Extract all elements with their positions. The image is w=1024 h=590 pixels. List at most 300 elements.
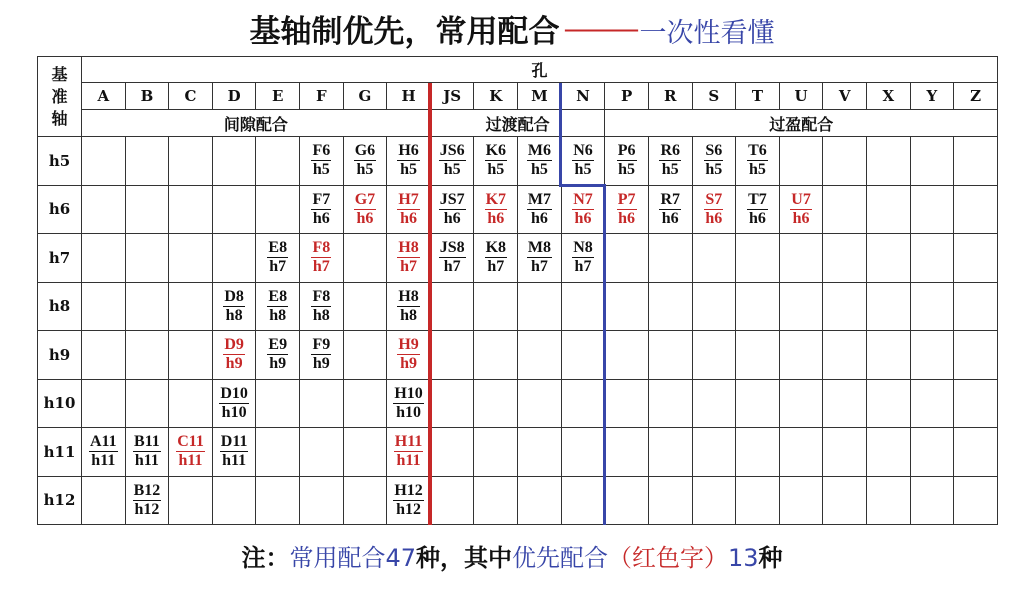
common-fit xyxy=(572,239,594,276)
table-cell xyxy=(910,476,954,525)
column-header-d: D xyxy=(212,83,256,110)
hole-tolerance: JS8 xyxy=(439,239,465,257)
common-fit xyxy=(311,288,331,325)
common-fit xyxy=(89,433,118,470)
hole-tolerance: H8 xyxy=(398,239,419,257)
table-cell xyxy=(343,379,387,428)
table-cell xyxy=(343,428,387,477)
fit-cell-k6-h5 xyxy=(474,137,518,186)
shaft-tolerance: h6 xyxy=(530,209,548,227)
shaft-tolerance: h8 xyxy=(400,306,418,324)
column-header-u: U xyxy=(779,83,823,110)
table-cell xyxy=(692,234,736,283)
shaft-tolerance: h6 xyxy=(792,209,810,227)
note-unit-2: 种 xyxy=(758,544,783,572)
hole-tolerance: H10 xyxy=(394,384,423,402)
table-cell xyxy=(823,234,867,283)
table-row xyxy=(38,476,998,525)
column-header-k: K xyxy=(474,83,518,110)
table-cell xyxy=(823,428,867,477)
hole-tolerance: K6 xyxy=(485,142,507,160)
table-cell xyxy=(518,476,562,525)
table-cell xyxy=(169,234,213,283)
table-cell xyxy=(561,428,605,477)
fit-cell-m6-h5 xyxy=(518,137,562,186)
fit-cell-h10-h10 xyxy=(387,379,431,428)
table-cell xyxy=(82,476,126,525)
hole-tolerance: G7 xyxy=(354,190,376,208)
fit-cell-e8-h7 xyxy=(256,234,300,283)
table-cell xyxy=(518,379,562,428)
common-fit xyxy=(223,288,245,325)
table-row xyxy=(38,331,998,380)
hole-tolerance: A11 xyxy=(89,433,117,451)
hole-tolerance: H9 xyxy=(398,336,419,354)
hole-tolerance: E8 xyxy=(268,239,288,257)
hole-tolerance: N6 xyxy=(573,142,593,160)
shaft-tolerance: h5 xyxy=(661,161,679,179)
table-cell xyxy=(866,379,910,428)
fit-cell-m8-h7 xyxy=(518,234,562,283)
table-cell xyxy=(648,282,692,331)
common-fit xyxy=(133,433,161,470)
table-cell xyxy=(954,379,998,428)
column-header-g: G xyxy=(343,83,387,110)
shaft-tolerance: h11 xyxy=(222,452,247,470)
fit-cell-g7-h6 xyxy=(343,185,387,234)
table-cell xyxy=(910,379,954,428)
transition-boundary-lower xyxy=(603,184,606,525)
column-header-f: F xyxy=(300,83,344,110)
table-cell xyxy=(910,185,954,234)
note-preferred-prefix: 优先配合 xyxy=(512,544,608,572)
table-cell xyxy=(343,282,387,331)
table-cell xyxy=(474,379,518,428)
table-cell xyxy=(430,331,474,380)
hole-tolerance: B11 xyxy=(134,433,160,451)
fit-cell-n7-h6 xyxy=(561,185,605,234)
table-cell xyxy=(954,185,998,234)
common-fit xyxy=(527,239,552,276)
header-row-hole xyxy=(38,57,998,83)
shaft-tolerance: h7 xyxy=(574,258,592,276)
common-fit xyxy=(267,239,288,276)
hole-tolerance: JS7 xyxy=(439,190,465,208)
table-cell xyxy=(518,428,562,477)
fit-cell-a11-h11 xyxy=(82,428,126,477)
fit-cell-f9-h9 xyxy=(300,331,344,380)
shaft-tolerance: h5 xyxy=(618,161,636,179)
table-cell xyxy=(866,282,910,331)
hole-header: 孔 xyxy=(82,57,998,83)
shaft-tolerance: h6 xyxy=(748,209,766,227)
fit-cell-js8-h7 xyxy=(430,234,474,283)
row-header-h7: h7 xyxy=(38,234,82,283)
shaft-tolerance: h5 xyxy=(530,161,548,179)
shaft-tolerance: h5 xyxy=(312,161,330,179)
table-cell xyxy=(561,331,605,380)
shaft-tolerance: h5 xyxy=(400,161,418,179)
table-cell xyxy=(823,185,867,234)
fit-cell-f6-h5 xyxy=(300,137,344,186)
fit-cell-h6-h5 xyxy=(387,137,431,186)
table-cell xyxy=(866,331,910,380)
table-cell xyxy=(430,282,474,331)
column-header-p: P xyxy=(605,83,649,110)
table-cell xyxy=(605,234,649,283)
preferred-fit xyxy=(397,239,419,276)
basis-header: 基 准 轴 xyxy=(38,57,82,137)
common-fit xyxy=(397,288,419,325)
table-cell xyxy=(954,282,998,331)
shaft-tolerance: h6 xyxy=(356,209,374,227)
common-fit xyxy=(659,191,681,228)
common-fit xyxy=(527,191,552,228)
preferred-fit xyxy=(176,433,205,470)
table-cell xyxy=(300,476,344,525)
table-cell xyxy=(736,476,780,525)
fit-cell-c11-h11 xyxy=(169,428,213,477)
fit-cell-r6-h5 xyxy=(648,137,692,186)
fit-cell-t7-h6 xyxy=(736,185,780,234)
hole-tolerance: K7 xyxy=(485,190,507,208)
preferred-fit xyxy=(704,191,723,228)
group-transition-fit: 过渡配合 xyxy=(430,110,604,137)
fit-cell-h11-h11 xyxy=(387,428,431,477)
shaft-tolerance: h6 xyxy=(443,209,461,227)
fit-cell-h8-h7 xyxy=(387,234,431,283)
table-cell xyxy=(692,331,736,380)
hole-tolerance: D11 xyxy=(220,433,248,451)
common-fit xyxy=(485,142,507,179)
shaft-tolerance: h6 xyxy=(400,209,418,227)
row-header-h11: h11 xyxy=(38,428,82,477)
column-header-c: C xyxy=(169,83,213,110)
common-fit xyxy=(747,191,768,228)
table-cell xyxy=(125,379,169,428)
table-cell xyxy=(474,476,518,525)
note-preferred-paren: （红色字） xyxy=(608,544,728,572)
table-row xyxy=(38,185,998,234)
hole-tolerance: F8 xyxy=(312,239,331,257)
shaft-tolerance: h11 xyxy=(134,452,159,470)
fit-cell-g6-h5 xyxy=(343,137,387,186)
title-subtitle: 一次性看懂 xyxy=(639,18,775,49)
header-row-columns xyxy=(38,83,998,110)
preferred-fit xyxy=(394,433,424,470)
title-dash: ——— xyxy=(563,12,636,45)
hole-tolerance: H8 xyxy=(398,287,419,305)
table-cell xyxy=(474,428,518,477)
table-cell xyxy=(779,379,823,428)
table-cell xyxy=(169,185,213,234)
fit-cell-js7-h6 xyxy=(430,185,474,234)
hole-tolerance: T7 xyxy=(748,190,767,208)
common-fit xyxy=(439,142,466,179)
shaft-tolerance: h9 xyxy=(400,355,418,373)
preferred-fit xyxy=(311,239,331,276)
row-header-h9: h9 xyxy=(38,331,82,380)
shaft-tolerance: h5 xyxy=(748,161,766,179)
table-cell xyxy=(954,137,998,186)
table-cell xyxy=(866,185,910,234)
table-cell xyxy=(125,185,169,234)
fit-cell-k7-h6 xyxy=(474,185,518,234)
table-cell xyxy=(212,137,256,186)
table-cell xyxy=(779,234,823,283)
table-cell xyxy=(866,476,910,525)
common-fit xyxy=(311,336,331,373)
table-cell xyxy=(169,379,213,428)
common-fit xyxy=(354,142,376,179)
table-cell xyxy=(779,331,823,380)
hole-tolerance: S6 xyxy=(705,142,723,160)
shaft-tolerance: h7 xyxy=(443,258,461,276)
hole-tolerance: H11 xyxy=(394,433,423,451)
hole-tolerance: JS6 xyxy=(439,142,465,160)
shaft-tolerance: h7 xyxy=(312,258,330,276)
table-cell xyxy=(954,476,998,525)
table-cell xyxy=(82,331,126,380)
shaft-tolerance: h7 xyxy=(487,258,505,276)
table-cell xyxy=(736,282,780,331)
preferred-fit xyxy=(397,191,419,228)
table-cell xyxy=(910,137,954,186)
table-cell xyxy=(256,428,300,477)
fit-cell-d10-h10 xyxy=(212,379,256,428)
table-cell xyxy=(82,282,126,331)
hole-tolerance: F6 xyxy=(312,142,331,160)
page-title xyxy=(0,0,1024,58)
fit-cell-e9-h9 xyxy=(256,331,300,380)
preferred-fit xyxy=(223,336,245,373)
clearance-transition-divider xyxy=(428,83,432,526)
common-fit xyxy=(397,142,419,179)
fit-cell-p7-h6 xyxy=(605,185,649,234)
row-header-h12: h12 xyxy=(38,476,82,525)
table-cell xyxy=(866,428,910,477)
fit-cell-h12-h12 xyxy=(387,476,431,525)
column-header-v: V xyxy=(823,83,867,110)
table-cell xyxy=(910,234,954,283)
hole-tolerance: P6 xyxy=(617,142,636,160)
hole-tolerance: C11 xyxy=(177,433,204,451)
table-cell xyxy=(343,476,387,525)
table-cell xyxy=(779,282,823,331)
fit-cell-b12-h12 xyxy=(125,476,169,525)
table-cell xyxy=(561,379,605,428)
shaft-tolerance: h6 xyxy=(487,209,505,227)
table-cell xyxy=(736,379,780,428)
hole-tolerance: T6 xyxy=(748,142,767,160)
preferred-fit xyxy=(397,336,419,373)
common-fit xyxy=(267,288,288,325)
fit-cell-js6-h5 xyxy=(430,137,474,186)
table-cell xyxy=(605,331,649,380)
table-cell xyxy=(169,282,213,331)
shaft-tolerance: h8 xyxy=(312,306,330,324)
table-cell xyxy=(954,234,998,283)
header-row-groups xyxy=(38,110,998,137)
shaft-tolerance: h6 xyxy=(312,209,330,227)
table-cell xyxy=(169,137,213,186)
hole-tolerance: H12 xyxy=(394,481,423,499)
hole-tolerance: R6 xyxy=(660,142,680,160)
common-fit xyxy=(439,191,466,228)
hole-tolerance: G6 xyxy=(354,142,376,160)
group-interference-fit: 过盈配合 xyxy=(605,110,998,137)
preferred-fit xyxy=(354,191,376,228)
table-cell xyxy=(692,282,736,331)
column-header-n: N xyxy=(561,83,605,110)
shaft-tolerance: h12 xyxy=(396,500,422,518)
table-cell xyxy=(736,331,780,380)
column-header-a: A xyxy=(82,83,126,110)
hole-tolerance: H6 xyxy=(398,142,419,160)
table-cell xyxy=(256,379,300,428)
table-cell xyxy=(823,379,867,428)
table-cell xyxy=(125,331,169,380)
table-cell xyxy=(561,476,605,525)
column-header-m: M xyxy=(518,83,562,110)
common-fit xyxy=(747,142,768,179)
hole-tolerance: D9 xyxy=(224,336,244,354)
common-fit xyxy=(439,239,466,276)
common-fit xyxy=(393,385,423,422)
hole-tolerance: N8 xyxy=(573,239,593,257)
shaft-tolerance: h6 xyxy=(574,209,592,227)
note-common-count: 常用配合47 xyxy=(289,544,416,572)
common-fit xyxy=(572,142,594,179)
table-cell xyxy=(736,428,780,477)
note-preferred-count: 13 xyxy=(728,544,759,572)
table-cell xyxy=(605,379,649,428)
table-cell xyxy=(910,428,954,477)
table-cell xyxy=(954,428,998,477)
table-cell xyxy=(605,476,649,525)
common-fit xyxy=(267,336,288,373)
shaft-tolerance: h8 xyxy=(269,306,287,324)
fit-cell-d8-h8 xyxy=(212,282,256,331)
table-cell xyxy=(256,185,300,234)
preferred-fit xyxy=(617,191,637,228)
column-header-t: T xyxy=(736,83,780,110)
hole-tolerance: N7 xyxy=(573,190,593,208)
common-fit xyxy=(219,385,249,422)
table-cell xyxy=(605,428,649,477)
table-cell xyxy=(82,137,126,186)
shaft-tolerance: h8 xyxy=(225,306,243,324)
table-cell xyxy=(736,234,780,283)
table-cell xyxy=(125,137,169,186)
table-cell xyxy=(692,428,736,477)
row-header-h6: h6 xyxy=(38,185,82,234)
hole-tolerance: F7 xyxy=(312,190,331,208)
column-header-s: S xyxy=(692,83,736,110)
common-fit xyxy=(133,482,162,519)
shaft-tolerance: h7 xyxy=(400,258,418,276)
shaft-tolerance: h10 xyxy=(396,403,422,421)
fit-cell-h8-h8 xyxy=(387,282,431,331)
table-cell xyxy=(169,331,213,380)
hole-tolerance: S7 xyxy=(705,190,723,208)
row-header-h10: h10 xyxy=(38,379,82,428)
shaft-tolerance: h6 xyxy=(661,209,679,227)
transition-boundary-upper xyxy=(559,83,562,187)
hole-tolerance: F9 xyxy=(312,336,331,354)
common-fit xyxy=(704,142,723,179)
hole-tolerance: M8 xyxy=(527,239,551,257)
table-cell xyxy=(692,379,736,428)
table-cell xyxy=(300,428,344,477)
fit-cell-n6-h5 xyxy=(561,137,605,186)
hole-tolerance: P7 xyxy=(617,190,636,208)
shaft-tolerance: h5 xyxy=(443,161,461,179)
fit-cell-k8-h7 xyxy=(474,234,518,283)
table-cell xyxy=(474,331,518,380)
column-header-b: B xyxy=(125,83,169,110)
fit-cell-h9-h9 xyxy=(387,331,431,380)
table-cell xyxy=(82,379,126,428)
table-cell xyxy=(430,379,474,428)
table-cell xyxy=(169,476,213,525)
common-fit xyxy=(485,239,507,276)
shaft-tolerance: h7 xyxy=(269,258,287,276)
shaft-tolerance: h10 xyxy=(221,403,247,421)
shaft-tolerance: h9 xyxy=(312,355,330,373)
preferred-fit xyxy=(790,191,812,228)
table-cell xyxy=(779,476,823,525)
hole-tolerance: M6 xyxy=(527,142,551,160)
table-cell xyxy=(910,282,954,331)
column-header-h: H xyxy=(387,83,431,110)
table-cell xyxy=(300,379,344,428)
fit-cell-f8-h7 xyxy=(300,234,344,283)
table-cell xyxy=(648,428,692,477)
preferred-fit xyxy=(485,191,507,228)
fit-cell-d9-h9 xyxy=(212,331,256,380)
table-cell xyxy=(692,476,736,525)
shaft-tolerance: h6 xyxy=(705,209,723,227)
fit-cell-h7-h6 xyxy=(387,185,431,234)
hole-tolerance: E9 xyxy=(268,336,288,354)
fit-cell-f7-h6 xyxy=(300,185,344,234)
group-clearance-fit: 间隙配合 xyxy=(82,110,431,137)
shaft-tolerance: h9 xyxy=(269,355,287,373)
note-prefix: 注： xyxy=(241,544,290,572)
column-header-r: R xyxy=(648,83,692,110)
table-cell xyxy=(648,331,692,380)
column-header-y: Y xyxy=(910,83,954,110)
table-cell xyxy=(256,137,300,186)
hole-tolerance: E8 xyxy=(268,287,288,305)
table-cell xyxy=(823,331,867,380)
shaft-tolerance: h5 xyxy=(705,161,723,179)
table-cell xyxy=(823,476,867,525)
table-cell xyxy=(256,476,300,525)
common-fit xyxy=(393,482,423,519)
shaft-tolerance: h7 xyxy=(530,258,548,276)
hole-tolerance: K8 xyxy=(485,239,507,257)
fit-cell-d11-h11 xyxy=(212,428,256,477)
common-fit xyxy=(311,191,331,228)
table-row xyxy=(38,137,998,186)
shaft-tolerance: h12 xyxy=(134,500,160,518)
row-header-h8: h8 xyxy=(38,282,82,331)
table-cell xyxy=(823,137,867,186)
table-cell xyxy=(343,234,387,283)
fit-cell-s6-h5 xyxy=(692,137,736,186)
